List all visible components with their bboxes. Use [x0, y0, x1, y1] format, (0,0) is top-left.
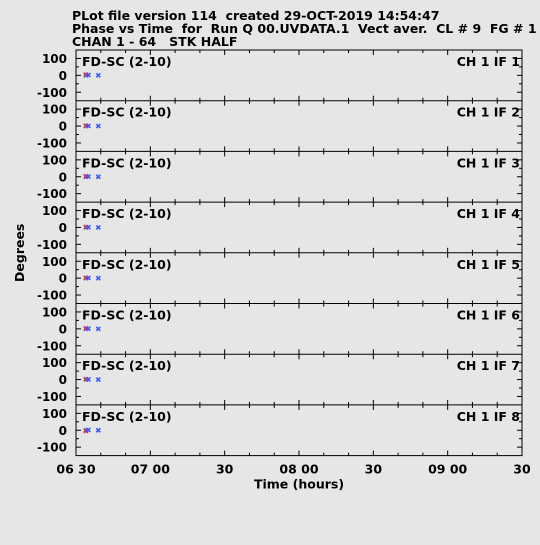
- y-tick-label: 100: [41, 153, 67, 168]
- y-tick-label: 0: [58, 373, 67, 388]
- y-tick-label: -100: [36, 339, 67, 354]
- y-tick-label: -100: [36, 288, 67, 303]
- y-tick-label: -100: [36, 389, 67, 404]
- data-point: [96, 73, 100, 77]
- y-tick-label: 0: [58, 220, 67, 235]
- x-tick-label: 06 30: [56, 461, 96, 477]
- y-tick-label: 100: [41, 356, 67, 371]
- panel-channel-label: CH 1 IF 2: [456, 104, 520, 120]
- panel-channel-label: CH 1 IF 5: [456, 256, 520, 272]
- header-line-2: Phase vs Time for Run Q 00.UVDATA.1 Vect aver. CL # 9 FG # 1: [72, 21, 537, 36]
- y-tick-label: 100: [41, 406, 67, 421]
- x-tick-label: 08 00: [279, 461, 319, 477]
- y-tick-label: 100: [41, 204, 67, 219]
- x-tick-label: 30: [513, 461, 531, 477]
- y-tick-label: 0: [58, 322, 67, 337]
- x-tick-label: 09 00: [428, 461, 468, 477]
- x-tick-label: 30: [215, 461, 234, 477]
- panel-baseline-label: FD-SC (2-10): [82, 307, 172, 323]
- y-tick-label: 100: [41, 305, 67, 320]
- panel-channel-label: CH 1 IF 8: [456, 408, 520, 424]
- data-point: [96, 378, 100, 382]
- y-tick-label: 100: [41, 51, 67, 66]
- data-point: [96, 124, 100, 128]
- panel-channel-label: CH 1 IF 6: [456, 307, 520, 323]
- x-axis-label: Time (hours): [253, 476, 345, 492]
- y-tick-label: -100: [36, 85, 67, 100]
- panel-baseline-label: FD-SC (2-10): [82, 408, 172, 424]
- panel-channel-label: CH 1 IF 7: [456, 358, 520, 374]
- y-tick-label: -100: [36, 440, 67, 455]
- panel-baseline-label: FD-SC (2-10): [82, 104, 172, 120]
- panel-baseline-label: FD-SC (2-10): [82, 155, 172, 171]
- y-tick-label: 0: [58, 271, 67, 286]
- data-point: [96, 327, 100, 331]
- data-point: [96, 225, 100, 229]
- panel-baseline-label: FD-SC (2-10): [82, 54, 172, 69]
- data-point: [96, 428, 100, 432]
- panel-baseline-label: FD-SC (2-10): [82, 256, 172, 272]
- y-tick-label: -100: [36, 187, 67, 202]
- y-tick-label: 0: [58, 119, 67, 134]
- panel-channel-label: CH 1 IF 1: [456, 54, 520, 69]
- header-line-1: PLot file version 114 created 29-OCT-2019 14:54:47: [72, 8, 440, 23]
- header-line-3: CHAN 1 - 64 STK HALF: [72, 34, 238, 49]
- y-axis-label: Degrees: [12, 223, 27, 282]
- y-tick-label: 100: [41, 102, 67, 117]
- data-point: [96, 175, 100, 179]
- y-tick-label: 0: [58, 170, 67, 185]
- y-tick-label: -100: [36, 136, 67, 151]
- panel-baseline-label: FD-SC (2-10): [82, 358, 172, 374]
- x-tick-label: 30: [364, 461, 383, 477]
- y-tick-label: 0: [58, 423, 67, 438]
- panel-baseline-label: FD-SC (2-10): [82, 206, 172, 222]
- panel-channel-label: CH 1 IF 4: [456, 206, 520, 222]
- x-tick-label: 07 00: [130, 461, 170, 477]
- y-tick-label: -100: [36, 237, 67, 252]
- data-point: [96, 276, 100, 280]
- y-tick-label: 100: [41, 254, 67, 269]
- panel-channel-label: CH 1 IF 3: [456, 155, 520, 171]
- y-tick-label: 0: [58, 68, 67, 83]
